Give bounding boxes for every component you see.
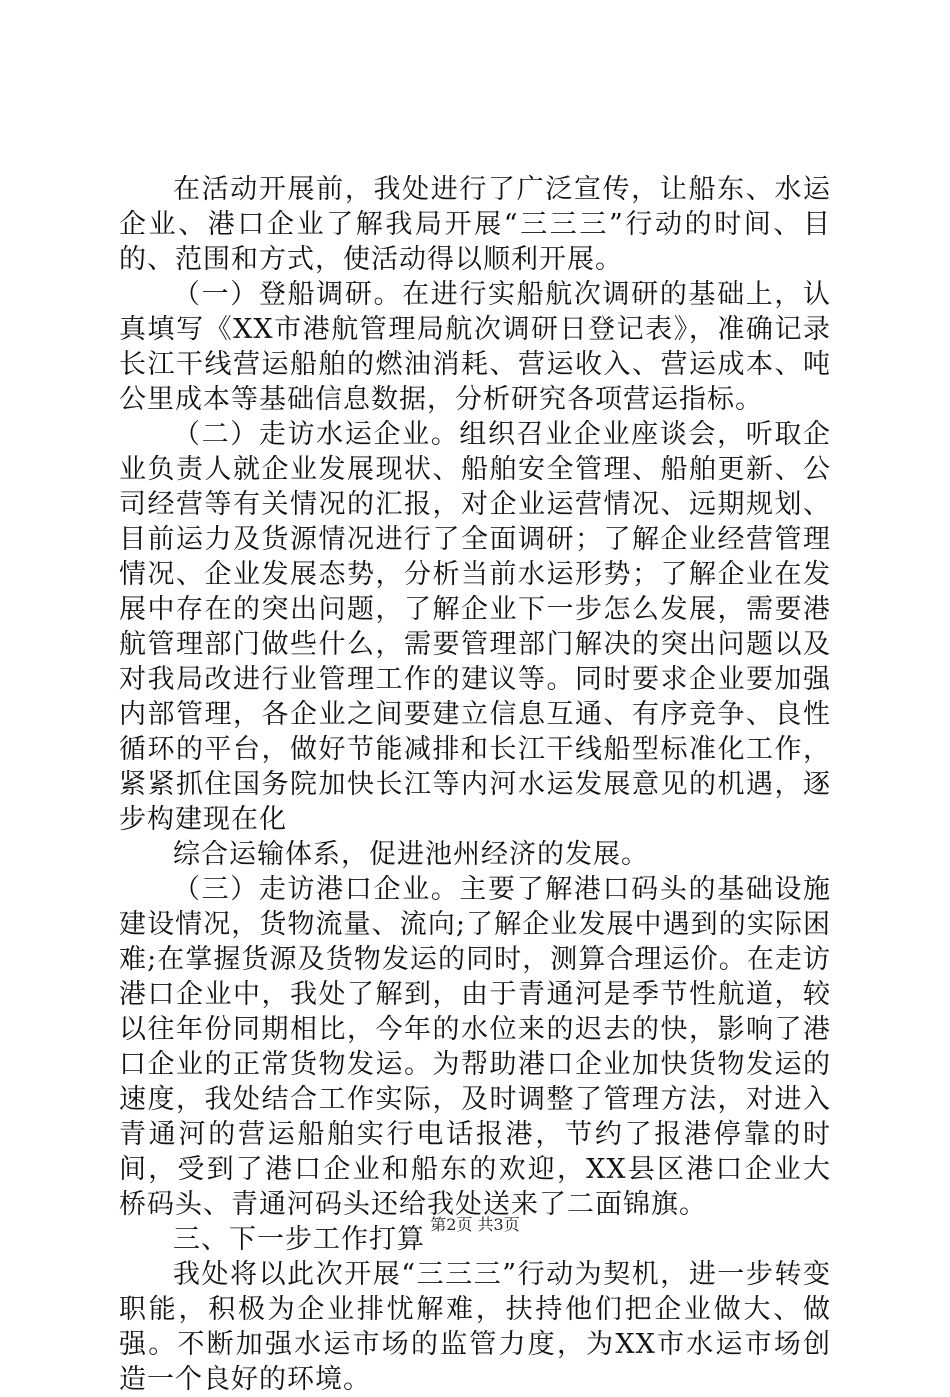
paragraph-section-2: （二）走访水运企业。组织召业企业座谈会，听取企业负责人就企业发展现状、船舶安全管理、船舶更新、公司经营等有关情况的汇报，对企业运营情况、远期规划、目前运力及货源情况进行了全面调研；了解企业经营管理情况、企业发展态势，分析当前水运形势；了解企业在发展中存在的突出问题，了解企业下一步怎么发展，需要港航管理部门做些什么，需要管理部门解决的突出问题以及对我局改进行业管理工作的建议等。同时要求企业要加强内部管理，各企业之间要建立信息互通、有序竞争、良性循环的平台，做好节能减排和长江干线船型标准化工作，紧紧抓住国务院加快长江等内河水运发展意见的机遇，逐步构建现在化 xyxy=(119,419,831,835)
paragraph-section-1: （一）登船调研。在进行实船航次调研的基础上，认真填写《XX市港航管理局航次调研日登记表》，准确记录长江干线营运船舶的燃油消耗、营运收入、营运成本、吨公里成本等基础信息数据，分析研究各项营运指标。 xyxy=(119,279,831,415)
paragraph-next-steps: 我处将以此次开展“三三三”行动为契机，进一步转变职能，积极为企业排忧解难，扶持他们把企业做大、做强。不断加强水运市场的监管力度，为XX市水运市场创造一个良好的环境。 xyxy=(119,1259,831,1395)
section-heading-next-steps: 三、下一步工作打算 xyxy=(173,1224,425,1255)
page-footer: 第2页 共3页 xyxy=(430,1215,520,1234)
paragraph-section-3: （三）走访港口企业。主要了解港口码头的基础设施建设情况，货物流量、流向;了解企业发展中遇到的实际困难;在掌握货源及货物发运的同时，测算合理运价。在走访港口企业中，我处了解到，由于青通河是季节性航道，较以往年份同期相比，今年的水位来的迟去的快，影响了港口企业的正常货物发运。为帮助港口企业加快货物发运的速度，我处结合工作实际，及时调整了管理方法，对进入青通河的营运船舶实行电话报港，节约了报港停靠的时间，受到了港口企业和船东的欢迎，XX县区港口企业大桥码头、青通河码头还给我处送来了二面锦旗。 xyxy=(119,874,831,1220)
paragraph-intro: 在活动开展前，我处进行了广泛宣传，让船东、水运企业、港口企业了解我局开展“三三三”行动的时间、目的、范围和方式，使活动得以顺利开展。 xyxy=(119,174,831,275)
paragraph-section-2-continued: 综合运输体系，促进池州经济的发展。 xyxy=(173,839,649,870)
